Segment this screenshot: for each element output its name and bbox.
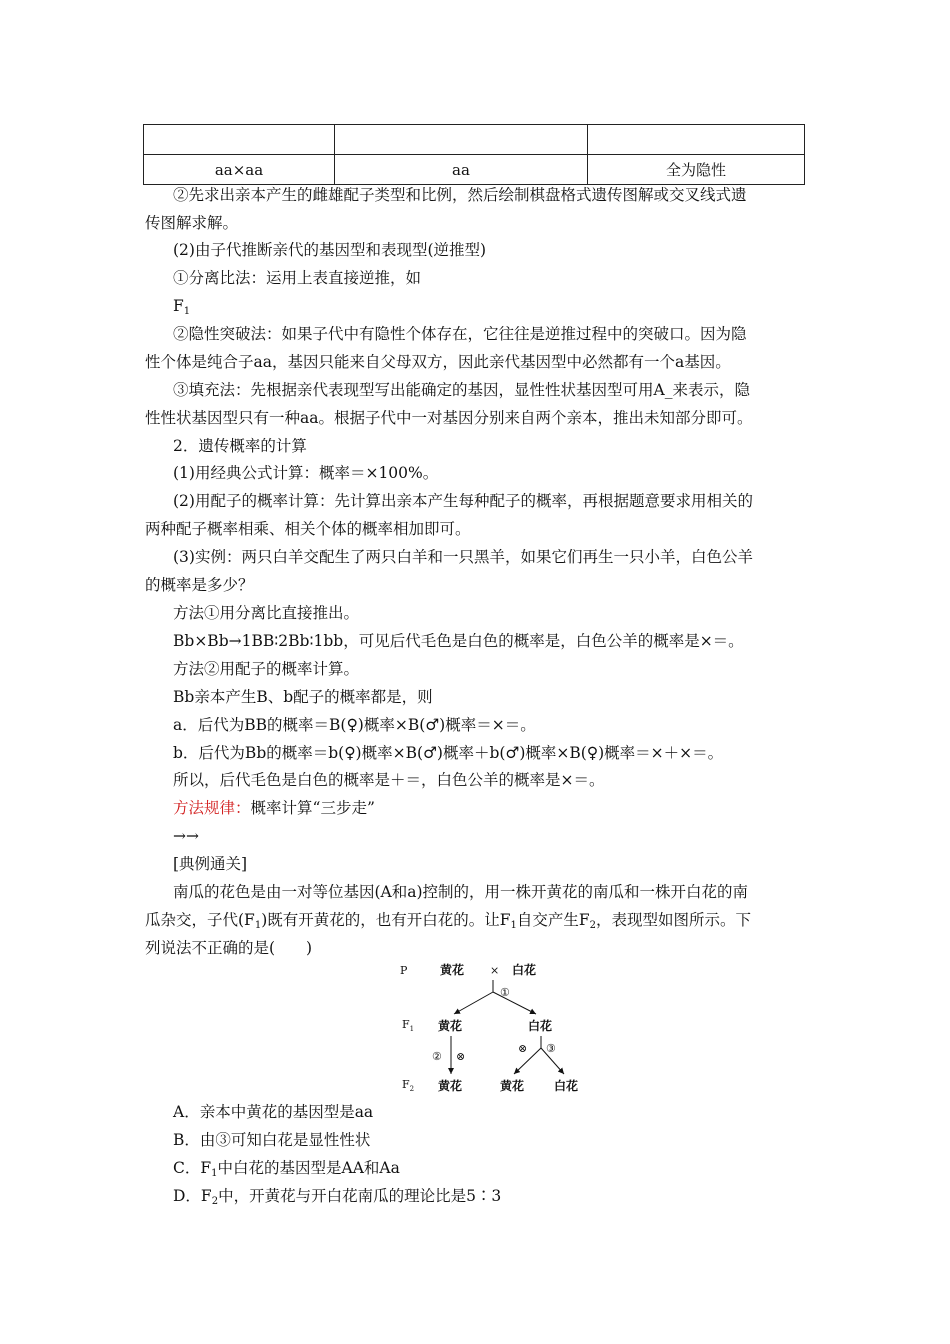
text-line: ③填充法：先根据亲代表现型写出能确定的基因，显性性状基因型可用A_来表示，隐 bbox=[173, 381, 750, 399]
subscript: 2 bbox=[589, 920, 597, 931]
text-line: 列说法不正确的是( ) bbox=[145, 939, 313, 957]
option-c: C．$F_1$中白花的基因型是AA和Aa bbox=[173, 1159, 400, 1179]
step-1-label: ① bbox=[500, 986, 510, 999]
generation-f2-label: $F_2$ bbox=[402, 1078, 415, 1093]
text-line: 两种配子概率相乘、相关个体的概率相加即可。 bbox=[145, 520, 471, 538]
text-line bbox=[173, 798, 375, 818]
text-line: 性个体是纯合子aa，基因只能来自父母双方，因此亲代基因型中必然都有一个a基因。 bbox=[145, 353, 731, 371]
table-cell bbox=[335, 125, 588, 155]
subscript: 1 bbox=[510, 920, 517, 931]
text-line: a．后代为BB的概率＝B(♀)概率×B(♂)概率＝×＝。 bbox=[173, 716, 536, 734]
text-line: ②先求出亲本产生的雌雄配子类型和比例，然后绘制棋盘格式遗传图解或交叉线式遗 bbox=[173, 186, 747, 204]
table-cell: aa bbox=[335, 155, 588, 185]
text-line: 的概率是多少？ bbox=[145, 576, 254, 594]
f2-white-label: 白花 bbox=[554, 1079, 579, 1093]
f1-label: F bbox=[173, 297, 184, 315]
parent-white-label: 白花 bbox=[512, 963, 537, 977]
text-line: (3)实例：两只白羊交配生了两只白羊和一只黑羊，如果它们再生一只小羊，白色公羊 bbox=[173, 548, 753, 566]
text-line bbox=[145, 910, 751, 936]
text-line: ②隐性突破法：如果子代中有隐性个体存在，它往往是逆推过程中的突破口。因为隐 bbox=[173, 325, 747, 343]
self-cross-symbol: ⊗ bbox=[456, 1050, 466, 1063]
text-span: 自交产生F bbox=[516, 911, 590, 929]
text-line: ①分离比法：运用上表直接逆推，如 bbox=[173, 269, 422, 287]
parent-yellow-label: 黄花 bbox=[440, 963, 465, 977]
text-line: 方法①用分离比直接推出。 bbox=[173, 604, 360, 622]
text-line: 方法②用配子的概率计算。 bbox=[173, 660, 360, 678]
step-2-label: ② bbox=[432, 1050, 442, 1063]
text-line: Bb×Bb→1BB∶2Bb∶1bb，可见后代毛色是白色的概率是，白色公羊的概率是×＝。 bbox=[173, 632, 744, 650]
cross-symbol: × bbox=[490, 964, 500, 977]
table-cell: aa×aa bbox=[144, 155, 335, 185]
option-b: B．由③可知白花是显性性状 bbox=[173, 1131, 371, 1149]
self-cross-symbol: ⊗ bbox=[518, 1042, 528, 1055]
arrow-line: →→ bbox=[173, 827, 199, 845]
text-line: 性性状基因型只有一种aa。根据子代中一对基因分别来自两个亲本，推出未知部分即可。 bbox=[145, 409, 753, 427]
subscript: 1 bbox=[254, 920, 262, 931]
option-a: A．亲本中黄花的基因型是aa bbox=[173, 1103, 374, 1121]
text-line bbox=[173, 296, 190, 322]
text-line: 传图解求解。 bbox=[145, 214, 239, 232]
text-span: 瓜杂交，子代(F bbox=[145, 911, 255, 929]
text-line: b．后代为Bb的概率＝b(♀)概率×B(♂)概率＋b(♂)概率×B(♀)概率＝×＋×＝。 bbox=[173, 744, 724, 762]
f2-yellow-label: 黄花 bbox=[438, 1079, 463, 1093]
inheritance-diagram bbox=[396, 958, 596, 1098]
text-line: 所以，后代毛色是白色的概率是＋＝，白色公羊的概率是×＝。 bbox=[173, 771, 605, 789]
f1-white-label: 白花 bbox=[528, 1019, 553, 1033]
table-cell: 全为隐性 bbox=[588, 155, 805, 185]
method-rule-label: 方法规律： bbox=[173, 799, 251, 817]
text-span: )既有开黄花的，也有开白花的。让F bbox=[261, 911, 511, 929]
text-line: (2)由子代推断亲代的基因型和表现型(逆推型) bbox=[173, 241, 487, 259]
subscript: 1 bbox=[183, 306, 191, 317]
table-cell bbox=[144, 125, 335, 155]
method-rule-text: 概率计算“三步走” bbox=[250, 799, 375, 817]
text-line: Bb亲本产生B、b配子的概率都是，则 bbox=[173, 688, 433, 706]
generation-p-label: P bbox=[400, 964, 408, 977]
inheritance-svg bbox=[396, 958, 596, 1098]
table-row bbox=[144, 155, 805, 185]
section-heading: [典例通关] bbox=[173, 855, 248, 873]
f1-yellow-label: 黄花 bbox=[438, 1019, 463, 1033]
f2-yellow-label-2: 黄花 bbox=[500, 1079, 525, 1093]
genotype-table bbox=[143, 124, 805, 185]
text-line: 南瓜的花色是由一对等位基因(A和a)控制的，用一株开黄花的南瓜和一株开白花的南 bbox=[173, 883, 749, 901]
text-line: (1)用经典公式计算：概率＝×100%。 bbox=[173, 464, 439, 482]
generation-f1-label: $F_1$ bbox=[402, 1018, 415, 1033]
table-cell bbox=[588, 125, 805, 155]
table-row bbox=[144, 125, 805, 155]
step-3-label: ③ bbox=[546, 1042, 556, 1055]
section-heading: 2．遗传概率的计算 bbox=[173, 437, 307, 455]
text-line: (2)用配子的概率计算：先计算出亲本产生每种配子的概率，再根据题意要求用相关的 bbox=[173, 492, 753, 510]
text-span: ，表现型如图所示。下 bbox=[596, 911, 752, 929]
arrow-to-f1-yellow bbox=[454, 992, 493, 1014]
option-d: D．$F_2$中，开黄花与开白花南瓜的理论比是5∶3 bbox=[173, 1187, 502, 1207]
